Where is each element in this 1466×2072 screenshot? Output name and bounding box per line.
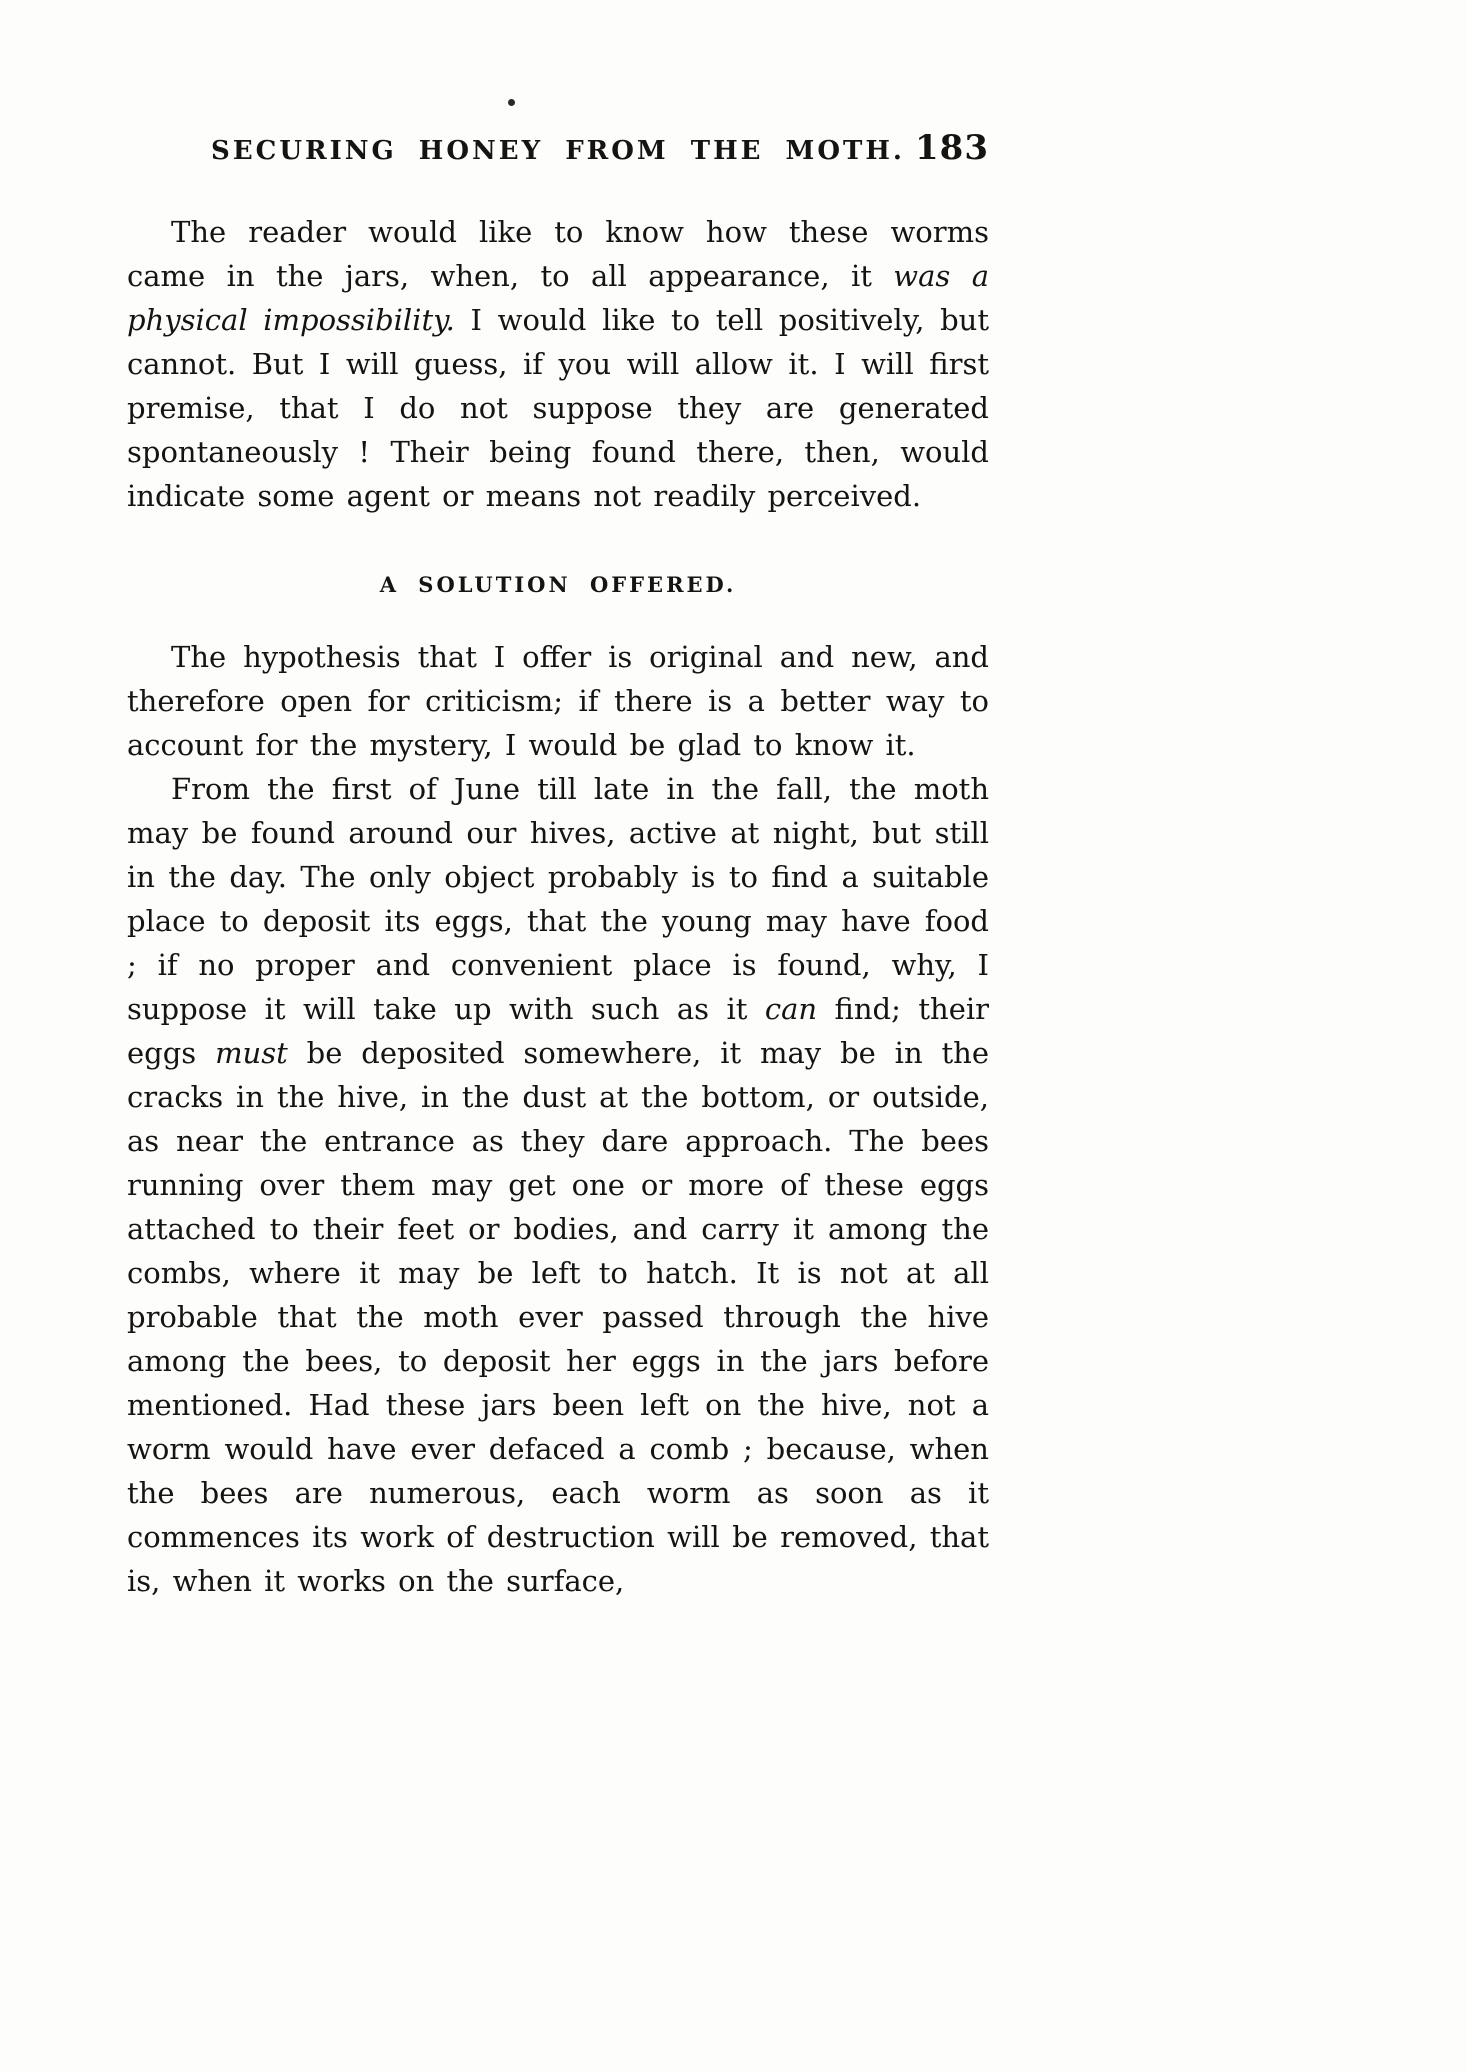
running-header-title: SECURING HONEY FROM THE MOTH.: [211, 136, 905, 166]
scan-artifact-dot: [508, 99, 515, 106]
section-heading: A SOLUTION OFFERED.: [379, 572, 737, 597]
paragraph-2: The hypothesis that I offer is original and new, and therefore open for criticism; if there is a better way to account for the mystery, I would be glad to know it.: [127, 640, 989, 762]
paragraph-1: The reader would like to know how these worms came in the jars, when, to all appearance, it was a physical impossibility. I would like to tell positively, but cannot. But I will guess, if you will allow it. I will first premise, that I do not suppose they are generated spontaneously ! Their being found there, then, would indicate some agent or means not readily perceived.: [127, 215, 990, 513]
running-header: [127, 128, 989, 180]
paragraph-3: From the first of June till late in the fall, the moth may be found around our hives, active at night, but still in the day. The only object probably is to find a suitable place to deposit its eggs, that the young may have food ; if no proper and convenient place is found, why, I suppose it will take up with such as it can find; their eggs must be deposited somewhere, it may be in the cracks in the hive, in the dust at the bottom, or outside, as near the entrance as they dare approach. The bees running over them may get one or more of these eggs attached to their feet or bodies, and carry it among the combs, where it may be left to hatch. It is not at all probable that the moth ever passed through the hive among the bees, to deposit her eggs in the jars before mentioned. Had these jars been left on the hive, not a worm would have ever defaced a comb ; because, when the bees are numerous, each worm as soon as it commences its work of destruction will be removed, that is, when it works on the surface,: [127, 772, 989, 1598]
page-number: 183: [915, 128, 989, 168]
text-column: [127, 128, 989, 1603]
